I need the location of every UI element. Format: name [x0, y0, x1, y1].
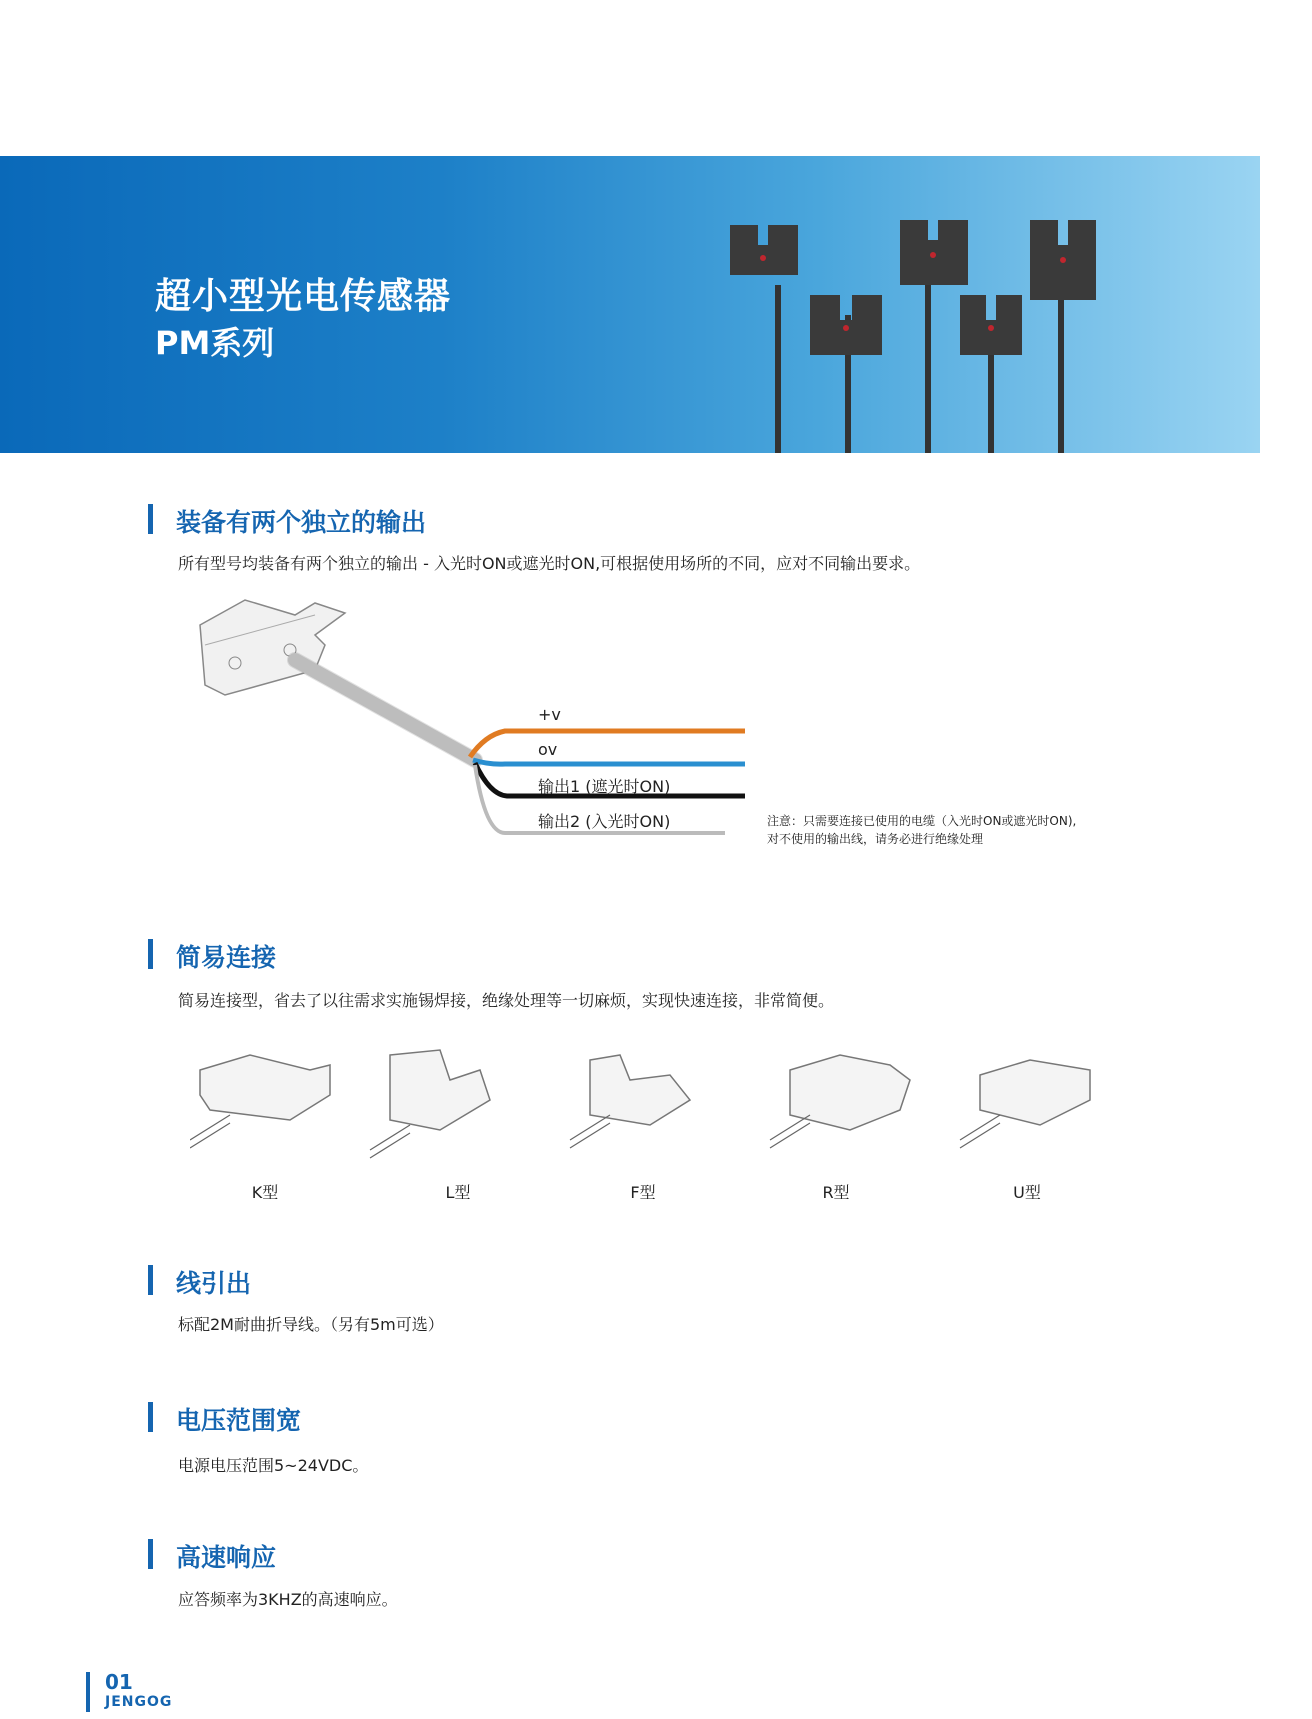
section-text-response: 应答频率为3KHZ的高速响应。: [178, 1590, 398, 1609]
section-title-voltage: 电压范围宽: [176, 1406, 302, 1435]
section-text-outputs: 所有型号均装备有两个独立的输出 - 入光时ON或遮光时ON,可根据使用场所的不同，应对不同输出要求。: [178, 554, 921, 573]
type-label-f: F型: [630, 1183, 656, 1202]
footer-marker: [86, 1672, 90, 1712]
wire-label-output2: 输出2 (入光时ON): [538, 812, 671, 831]
wiring-note: 注意：只需要连接已使用的电缆（入光时ON或遮光时ON), 对不使用的输出线，请务必进行绝缘处理: [767, 814, 1077, 846]
wiring-diagram: [195, 595, 755, 855]
type-label-l: L型: [445, 1183, 471, 1202]
page-number: 01: [105, 1670, 133, 1694]
sensor-type-illustrations: [190, 1040, 1110, 1160]
page-title: 超小型光电传感器: [155, 276, 452, 317]
section-text-cable: 标配2M耐曲折导线。（另有5m可选）: [178, 1315, 444, 1334]
wire-label-0v: ov: [538, 740, 558, 759]
page-subtitle: PM系列: [155, 324, 275, 362]
type-label-u: U型: [1013, 1183, 1041, 1202]
wire-label-output1: 输出1 (遮光时ON): [538, 777, 671, 796]
brand-name: JENGOG: [105, 1694, 173, 1710]
section-title-cable: 线引出: [176, 1269, 252, 1298]
section-text-connection: 简易连接型，省去了以往需求实施锡焊接，绝缘处理等一切麻烦，实现快速连接，非常简便。: [178, 991, 835, 1010]
type-label-r: R型: [822, 1183, 850, 1202]
wire-label-vplus: +v: [538, 705, 561, 724]
section-text-voltage: 电源电压范围5~24VDC。: [178, 1456, 369, 1475]
section-title-connection: 简易连接: [176, 943, 277, 972]
product-photo: [720, 200, 1120, 453]
type-label-k: K型: [251, 1183, 279, 1202]
section-title-response: 高速响应: [176, 1543, 277, 1572]
section-title-outputs: 装备有两个独立的输出: [176, 508, 427, 537]
